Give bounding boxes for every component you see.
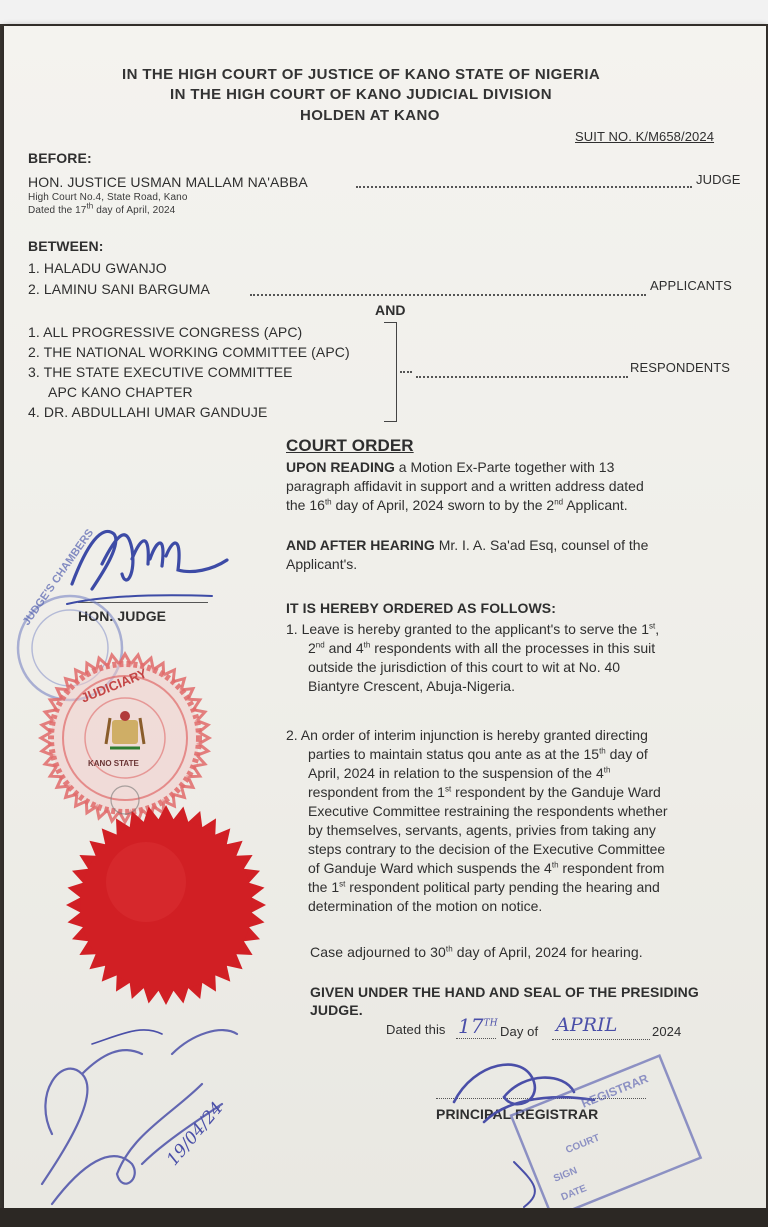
respondent-2: 2. THE NATIONAL WORKING COMMITTEE (APC) [28,344,350,360]
dated-day-handwritten: 17TH [458,1014,498,1038]
given-under-line-1: GIVEN UNDER THE HAND AND SEAL OF THE PRESIDING [310,984,699,1000]
dated-month-handwritten: APRIL [556,1014,618,1036]
applicants-role: APPLICANTS [650,278,732,293]
dated-this-label: Dated this [386,1022,446,1037]
bracket-tick [400,371,412,373]
court-title-line-3: HOLDEN AT KANO [300,107,440,124]
judiciary-kano-seal [40,648,210,828]
order-item-1: 1. Leave is hereby granted to the applicant's to serve the 1st, 2nd and 4th respondents with all the processes in this suit outside the jurisdiction of this court to wit at No. 40 Biantyre Crescent, Abuja-Nigeria. [286,621,660,694]
respondents-dotted-line [416,376,628,378]
respondent-3-chapter: APC KANO CHAPTER [48,384,193,400]
order-item-2: 2. An order of interim injunction is hereby granted directing parties to maintain status qou ante as at the 15th day of April, 2024 in relation to the suspension of the 4th respondent from the 1st respondent by the Ganduje Ward Executive Committee restraining the respondents whether by themselves, servants, agents, privies from taking any steps contrary to the decision of the Executive Committee of Ganduje Ward which suspends the 4th respondent from the 1st respondent political party pending the hearing and determination of the motion on notice. [286,727,668,914]
given-under-line-2: JUDGE. [310,1002,363,1018]
kano-state-text: KANO STATE [88,759,139,768]
applicants-dotted-line [250,294,646,296]
stamp-sign-text: SIGN [552,1165,579,1185]
screen-bottom-bar [0,1208,768,1227]
applicant-2: 2. LAMINU SANI BARGUMA [28,281,210,297]
registrar-stamp-text: REGISTRAR [579,1071,651,1111]
before-label: BEFORE: [28,150,92,166]
judge-name: HON. JUSTICE USMAN MALLAM NA'ABBA [28,174,308,190]
stamp-date-text: DATE [559,1183,589,1204]
day-of-label: Day of [500,1024,539,1039]
court-order-document [4,26,766,1211]
respondent-4: 4. DR. ABDULLAHI UMAR GANDUJE [28,404,268,420]
respondent-3: 3. THE STATE EXECUTIVE COMMITTEE [28,364,293,380]
ordered-heading: IT IS HEREBY ORDERED AS FOLLOWS: [286,600,556,616]
upon-reading-paragraph: UPON READING a Motion Ex-Parte together with 13 paragraph affidavit in support and a written address dated the 16th day of April, 2024 sworn to by the 2nd Applicant. [286,459,644,513]
court-title-line-1: IN THE HIGH COURT OF JUSTICE OF KANO STATE OF NIGERIA [122,66,601,83]
court-order-title: COURT ORDER [286,436,414,455]
after-hearing-paragraph: AND AFTER HEARING Mr. I. A. Sa'ad Esq, counsel of the Applicant's. [286,537,649,572]
suit-number: SUIT NO. K/M658/2024 [575,129,715,144]
dated-year: 2024 [652,1024,682,1039]
respondents-bracket [384,322,397,422]
stamp-court-text: COURT [564,1132,602,1157]
judge-role: JUDGE [696,172,741,187]
hon-judge-caption: HON. JUDGE [78,608,167,624]
registrar-stamp-signature [444,1042,704,1212]
handwritten-date: 19/04/24 [163,1098,228,1170]
and-label: AND [375,302,406,318]
judiciary-text: JUDICIARY [78,665,149,706]
court-address: High Court No.4, State Road, Kano [28,192,188,203]
judge-dotted-line [356,186,692,188]
before-date: Dated the 17th day of April, 2024 [28,201,176,216]
chambers-stamp-text: JUDGE'S CHAMBERS [20,527,97,628]
dated-month-dotted-line [552,1039,650,1040]
case-adjourned: Case adjourned to 30th day of April, 2024 for hearing. [310,944,643,960]
court-title-line-2: IN THE HIGH COURT OF KANO JUDICIAL DIVISION [170,86,552,103]
between-label: BETWEEN: [28,238,104,254]
principal-registrar-label: PRINCIPAL REGISTRAR [436,1106,599,1122]
respondents-role: RESPONDENTS [630,360,731,375]
dated-day-dotted-line [456,1038,496,1039]
red-wax-seal [66,802,266,1008]
bottom-signature-date [22,1014,262,1214]
applicant-1: 1. HALADU GWANJO [28,260,167,276]
screen-top-bar [0,0,768,24]
respondent-1: 1. ALL PROGRESSIVE CONGRESS (APC) [28,324,303,340]
